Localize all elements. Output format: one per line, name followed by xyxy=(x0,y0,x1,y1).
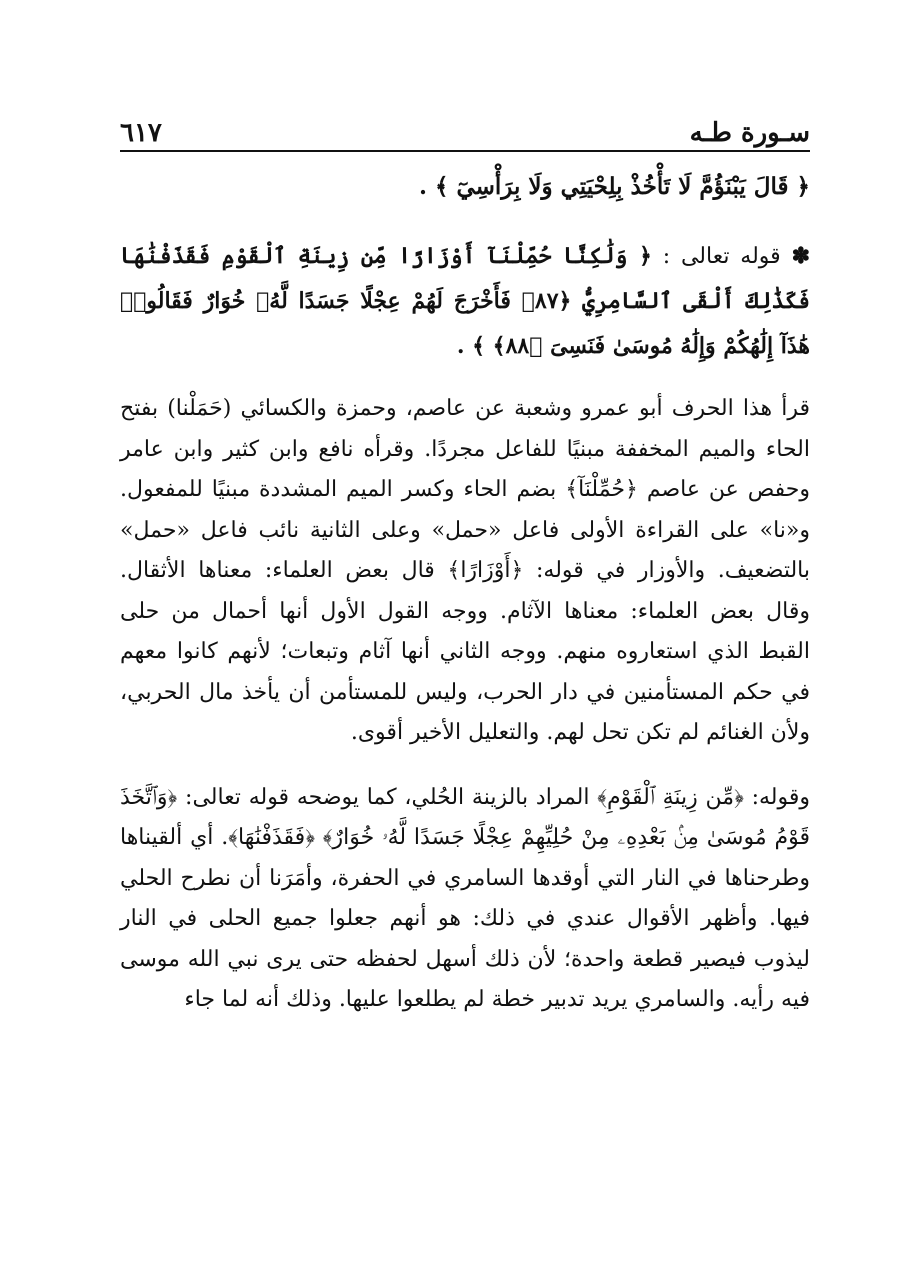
intro-verse: ﴿ وَلَٰكِنَّا حُمِّلْنَآ أَوْزَارًا مِّن زِينَةِ ٱلْقَوْمِ فَقَذَفْنَٰهَا فَكَذَٰلِكَ أَلْقَى ٱلسَّامِرِيُّ ﴿٨٧﴾ فَأَخْرَجَ لَهُمْ عِجْلًا جَسَدًا لَّهُۥ خُوَارٌ فَقَالُوا۟ هَٰذَآ إِلَٰهُكُمْ وَإِلَٰهُ مُوسَىٰ فَنَسِىَ ﴿٨٨﴾ ﴾ . xyxy=(120,243,810,359)
commentary-paragraph-1: قرأ هذا الحرف أبو عمرو وشعبة عن عاصم، وحمزة والكسائي (حَمَلْنا) بفتح الحاء والميم المخففة مبنيًا للفاعل مجردًا. وقرأه نافع وابن كثير وابن عامر وحفص عن عاصم ﴿حُمِّلْنَآ﴾ بضم الحاء وكسر الميم المشددة مبنيًا للمفعول. و«نا» على القراءة الأولى فاعل «حمل» وعلى الثانية نائب فاعل «حمل» بالتضعيف. والأوزار في قوله: ﴿أَوْزَارًا﴾ قال بعض العلماء: معناها الأثقال. وقال بعض العلماء: معناها الآثام. ووجه القول الأول أنها أحمال من حلى القبط الذي استعاروه منهم. ووجه الثاني أنها آثام وتبعات؛ لأنهم كانوا معهم في حكم المستأمنين في دار الحرب، وليس للمستأمن أن يأخذ مال الحربي، ولأن الغنائم لم تكن تحل لهم. والتعليل الأخير أقوى. xyxy=(120,396,810,745)
intro-lead: قوله تعالى : xyxy=(662,244,781,269)
book-page xyxy=(120,110,810,1021)
page-header xyxy=(120,110,810,152)
quran-verse-top: ﴿ قَالَ يَبْنَؤُمَّ لَا تَأْخُذْ بِلِحْيَتِي وَلَا بِرَأْسِيٓ ﴾ . xyxy=(418,173,810,200)
commentary-paragraph-2: وقوله: ﴿مِّن زِينَةِ ٱلْقَوْمِ﴾ المراد بالزينة الحُلي، كما يوضحه قوله تعالى: ﴿وَٱتَّخَذَ قَوْمُ مُوسَىٰ مِنۢ بَعْدِهِۦ مِنْ حُلِيِّهِمْ عِجْلًا جَسَدًا لَّهُۥ خُوَارٌ﴾ ﴿فَقَذَفْنَٰهَا﴾. أي ألقيناها وطرحناها في النار التي أوقدها السامري في الحفرة، وأمَرَنا أن نطرح الحلي فيها. وأظهر الأقوال عندي في ذلك: هو أنهم جعلوا جميع الحلى في النار ليذوب فيصير قطعة واحدة؛ لأن ذلك أسهل لحفظه حتى يرى نبي الله موسى فيه رأيه. والسامري يريد تدبير خطة لم يطلعوا عليها. وذلك أنه لما جاء xyxy=(120,784,810,1012)
star-ornament-icon: ✽ xyxy=(791,243,810,269)
page-number: ٦١٧ xyxy=(120,118,162,148)
intro-paragraph xyxy=(120,234,810,369)
sura-title: سـورة طـه xyxy=(689,118,810,148)
